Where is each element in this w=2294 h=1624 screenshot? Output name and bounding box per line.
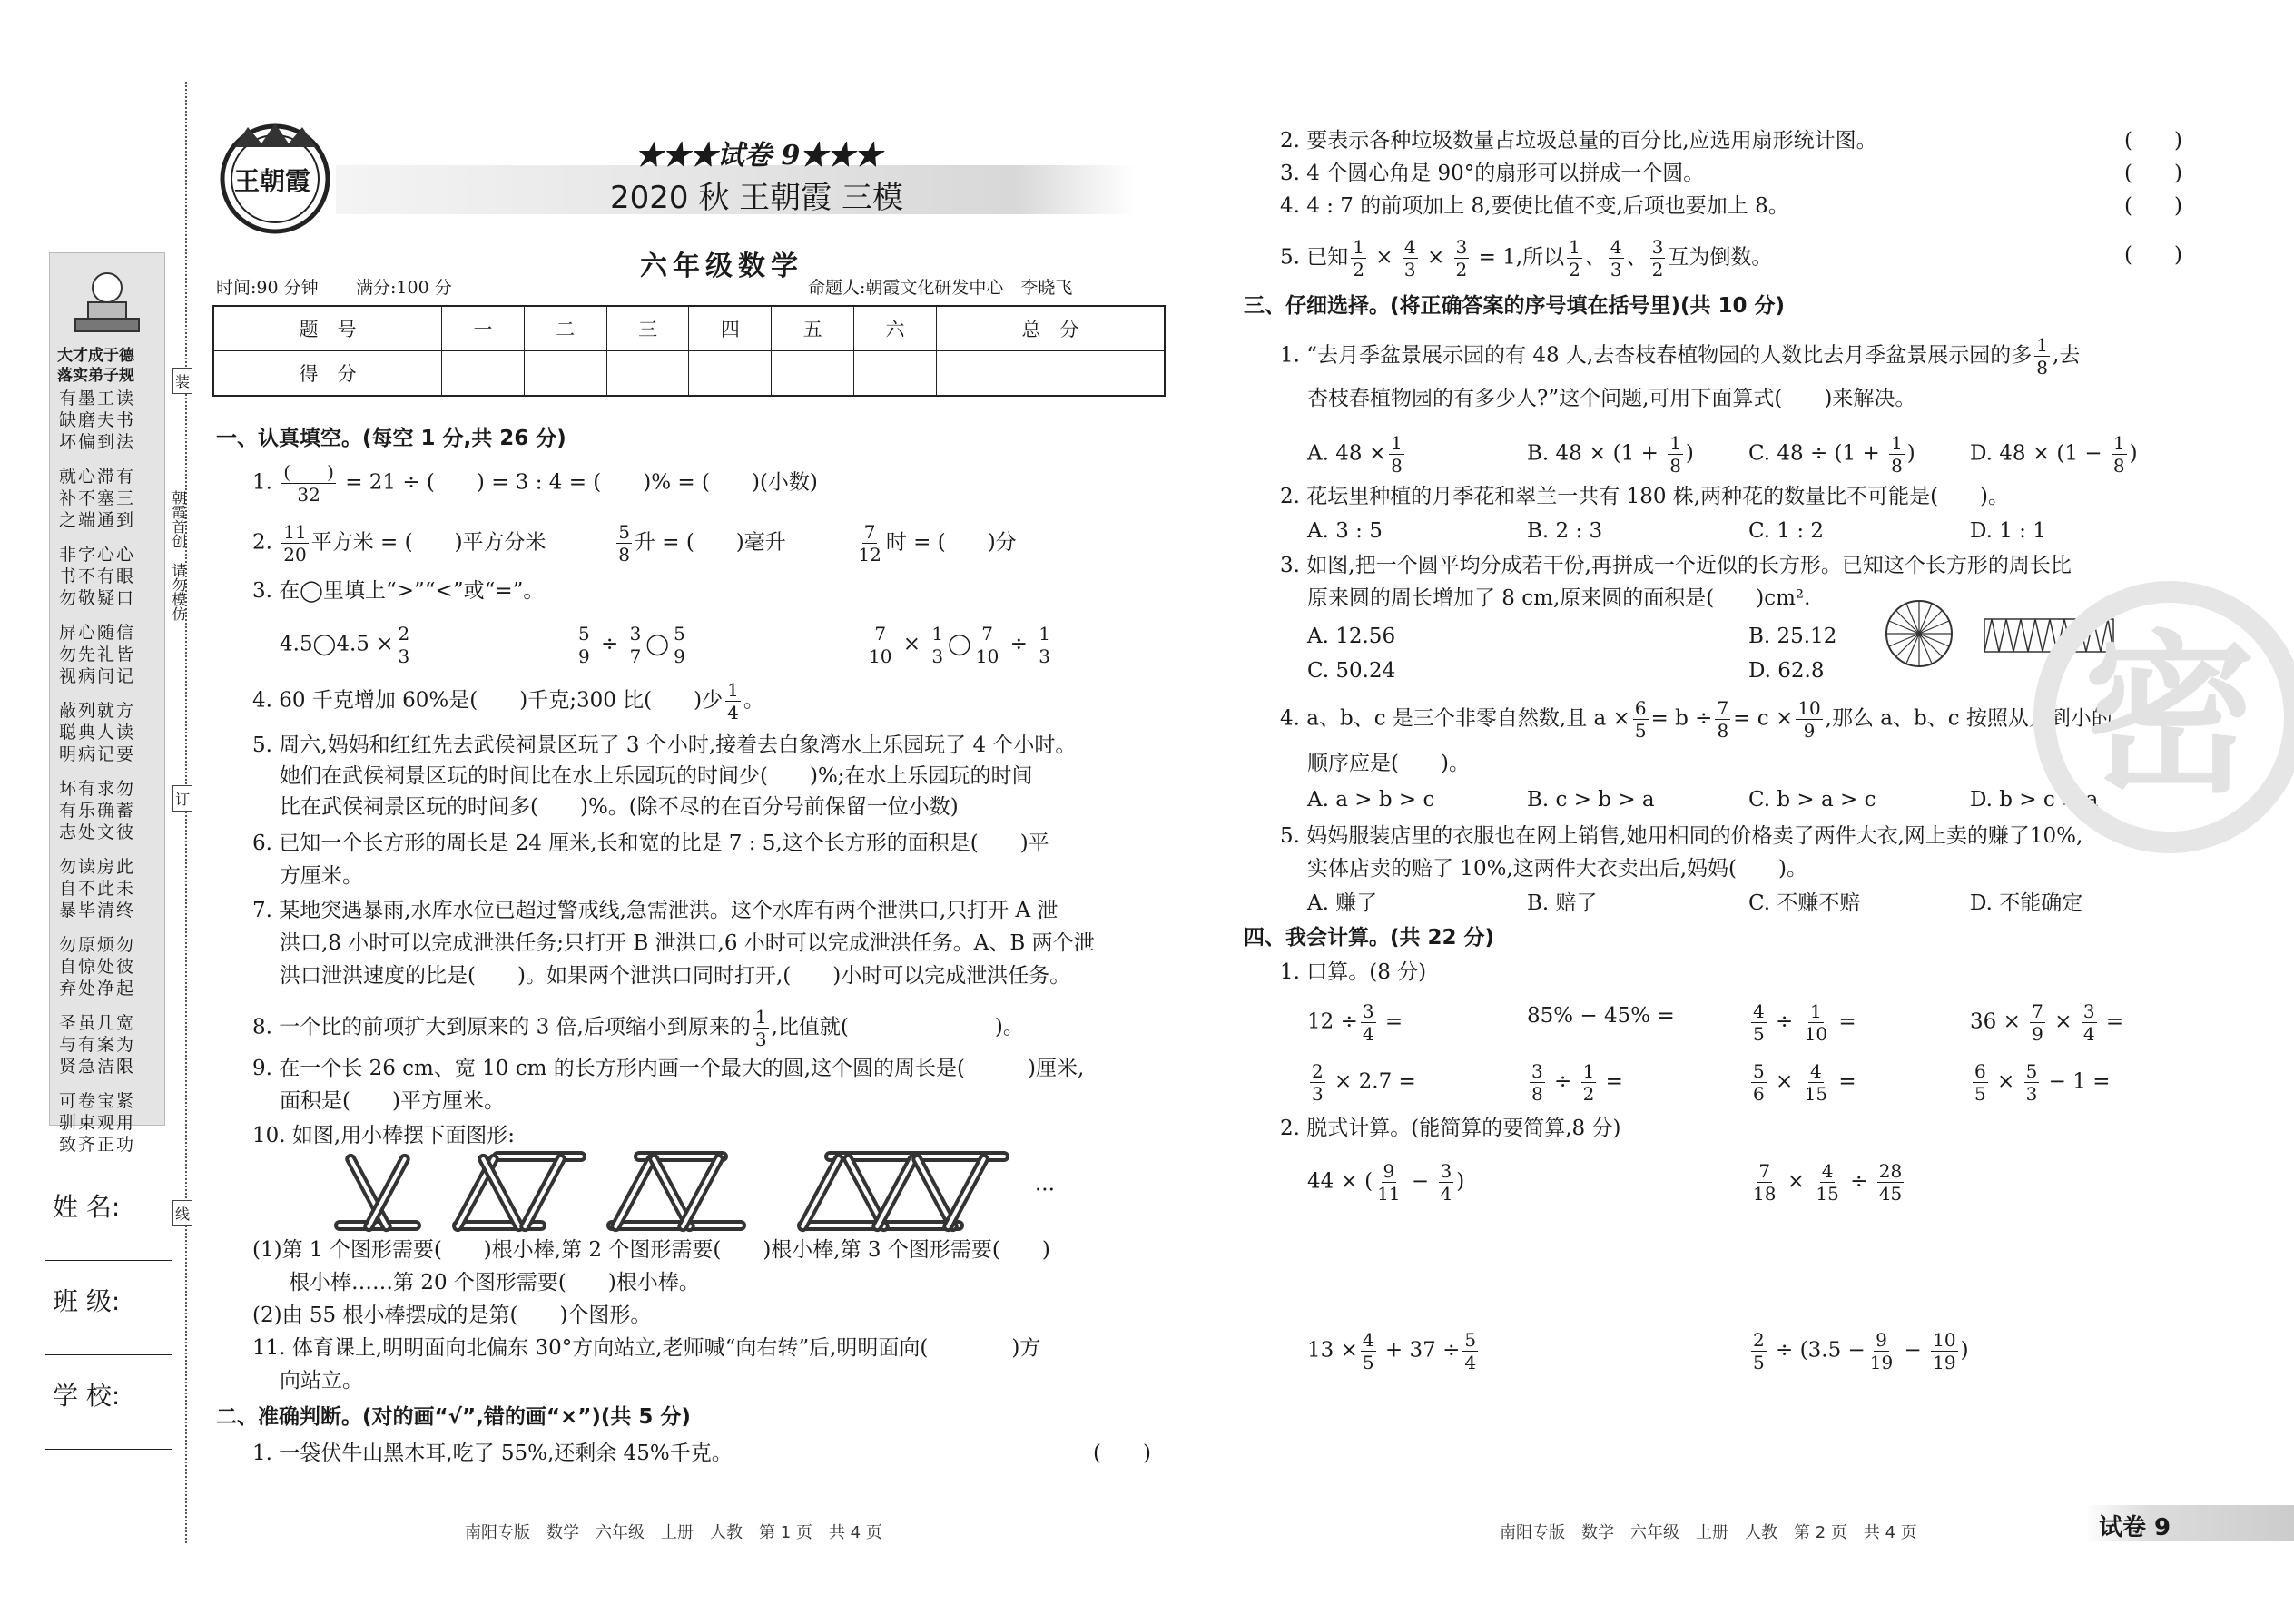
question-11-line1: 11. 体育课上,明明面向北偏东 30°方向站立,老师喊“向右转”后,明明面向( )方 [252, 1336, 1041, 1360]
score-header-cell: 题 号 [213, 306, 442, 351]
sidebar-verses [59, 388, 155, 1168]
choice-1-line1: 1. “去月季盆景展示园的有 48 人,去杏枝春植物园的人数比去月季盆景展示园的多 $\frac{1}{8}$ ,去 [1280, 334, 2081, 379]
scholar-illustration [68, 264, 146, 339]
sidebar-verse-line: 非字心心 [59, 545, 136, 565]
choice-5-option-a[interactable]: A. 赚了 [1307, 891, 1378, 915]
oral-calc-4: 36 × $\frac{7}{9}$ × $\frac{3}{4}$ = [1970, 1000, 2124, 1045]
name-line[interactable] [45, 1260, 172, 1261]
score-header-cell: 六 [854, 306, 937, 351]
score-cell[interactable] [689, 351, 772, 397]
judge-1: 1. 一袋伏牛山黑木耳,吃了 55%,还剩余 45%千克。 [252, 1442, 733, 1465]
binding-mark: 线 [172, 1200, 192, 1226]
choice-4-option-b[interactable]: B. c > b > a [1527, 788, 1655, 812]
question-2: 2. $\frac{11}{20}$ 平方米 = ( )平方分米 $\frac{5}{8}$ 升 = ( )毫升 $\frac{7}{12}$ 时 = ( )分 [252, 521, 1017, 566]
oral-calc-5: $\frac{2}{3}$ × 2.7 = [1312, 1060, 1416, 1105]
class-label: 班 级: [53, 1286, 121, 1316]
sidebar-verse-line: 可卷宝紧 [59, 1091, 136, 1111]
question-9-line2: 面积是( )平方厘米。 [280, 1089, 505, 1113]
section-2-heading: 二、准确判断。(对的画“√”,错的画“×”)(共 5 分) [216, 1405, 691, 1429]
question-7-line2: 洪口,8 小时可以完成泄洪任务;只打开 B 泄洪口,6 小时可以完成泄洪任务。A、B 两个泄 [280, 931, 1095, 955]
choice-2-option-d[interactable]: D. 1 : 1 [1970, 519, 2046, 543]
choice-3-option-a[interactable]: A. 12.56 [1307, 625, 1396, 648]
question-8: 8. 一个比的前项扩大到原来的 3 倍,后项缩小到原来的 $\frac{1}{3}$ ,比值就( )。 [252, 1006, 1024, 1050]
section-3-heading: 三、仔细选择。(将正确答案的序号填在括号里)(共 10 分) [1244, 294, 1786, 318]
sidebar-verse-line: 志处文彼 [59, 822, 136, 842]
sidebar-verse-line: 书不有眼 [59, 566, 136, 586]
author: 命题人:朝霞文化研发中心 李晓飞 [808, 278, 1073, 298]
divided-circle [1886, 601, 1952, 666]
question-1: 1. ( ) 32 = 21 ÷ ( ) = 3 : 4 = ( )% = ( )(小数) [252, 461, 818, 506]
slogan-1: 大才成于德 [57, 347, 134, 365]
score-cell[interactable] [524, 351, 606, 397]
sidebar-verse-line: 驯束观用 [59, 1113, 136, 1133]
choice-2-option-c[interactable]: C. 1 : 2 [1748, 519, 1825, 543]
choice-3-option-b[interactable]: B. 25.12 [1748, 625, 1837, 648]
sidebar-verse-line: 坏有求勿 [59, 779, 136, 799]
question-3b: $\frac{5}{9}$ ÷ $\frac{3}{7}$ ◯ $\frac{5}{9}$ [578, 623, 685, 667]
sidebar-verse-line: 之端通到 [59, 510, 136, 530]
choice-4-option-a[interactable]: A. a > b > c [1307, 788, 1435, 812]
brand-logo-text: 王朝霞 [234, 166, 311, 196]
stick-figure-3 [608, 1153, 744, 1231]
question-5-line2: 她们在武侯祠景区玩的时间比在水上乐园玩的时间少( )%;在水上乐园玩的时间 [280, 764, 1033, 788]
judge-5: 5. 已知 $\frac{1}{2}$ × $\frac{4}{3}$ × $\frac{3}{2}$ = 1,所以 $\frac{1}{2}$ 、 $\frac{4}{3}$ 、 $\frac{3}{2}$ 互为倒数。 [1280, 236, 1773, 281]
judge-1-blank[interactable]: ( ) [1093, 1442, 1151, 1465]
choice-5-option-b[interactable]: B. 赔了 [1527, 891, 1598, 915]
score-header-cell: 一 [442, 306, 525, 351]
subject-title: 六年级数学 [640, 251, 803, 282]
full-score: 满分:100 分 [356, 278, 452, 298]
exam-time: 时间:90 分钟 [216, 278, 319, 298]
sidebar-verse-line: 致齐正功 [59, 1135, 136, 1155]
score-header-cell: 二 [524, 306, 606, 351]
question-3a: 4.5◯4.5 × $\frac{2}{3}$ [280, 623, 410, 667]
choice-4-line2: 顺序应是( )。 [1307, 752, 1470, 775]
step-calc-1: 44 × ( $\frac{9}{11}$ − $\frac{3}{4}$ ) [1307, 1160, 1465, 1205]
sidebar-verse-line: 暴毕清终 [59, 901, 136, 920]
choice-1-option-a[interactable]: A. 48 × $\frac{1}{8}$ [1307, 432, 1403, 477]
judge-3-blank[interactable]: ( ) [2124, 162, 2182, 185]
score-header-cell: 五 [772, 306, 854, 351]
score-cell[interactable] [854, 351, 937, 397]
choice-4-option-d[interactable]: D. b > c > a [1970, 788, 2099, 812]
stick-figure-1 [336, 1155, 419, 1232]
name-label: 姓 名: [53, 1192, 121, 1222]
step-calc-2: $\frac{7}{18}$ × $\frac{4}{15}$ ÷ $\frac{28}{45}$ [1753, 1160, 1903, 1205]
vertical-notice: 朝霞首创 请勿模仿 [170, 490, 187, 621]
question-9-line1: 9. 在一个长 26 cm、宽 10 cm 的长方形内画一个最大的圆,这个圆的周长是( )厘米, [252, 1057, 1085, 1080]
sidebar-verse-line: 贤急洁限 [59, 1057, 136, 1077]
judge-2: 2. 要表示各种垃圾数量占垃圾总量的百分比,应选用扇形统计图。 [1280, 129, 1877, 153]
question-10: 10. 如图,用小棒摆下面图形: [252, 1124, 515, 1147]
calc-2-heading: 2. 脱式计算。(能简算的要简算,8 分) [1280, 1117, 1621, 1140]
oral-calc-2: 85% − 45% = [1527, 1004, 1675, 1028]
stick-figure-4 [798, 1153, 1008, 1231]
choice-5-line2: 实体店卖的赔了 10%,这两件大衣卖出后,妈妈( )。 [1307, 857, 1808, 881]
corner-tag: 试卷 9 [2099, 1514, 2171, 1541]
binding-line [185, 82, 187, 1543]
score-header-cell: 三 [606, 306, 689, 351]
question-11-line2: 向站立。 [280, 1369, 363, 1393]
choice-4-option-c[interactable]: C. b > a > c [1748, 788, 1876, 812]
sidebar-verse-line: 聪典人读 [59, 723, 136, 743]
choice-2-option-b[interactable]: B. 2 : 3 [1527, 519, 1603, 543]
score-table [212, 305, 1166, 397]
ellipsis: ··· [1035, 1178, 1055, 1202]
score-cell[interactable] [606, 351, 689, 397]
question-6-line2: 方厘米。 [280, 864, 363, 888]
section-1-heading: 一、认真填空。(每空 1 分,共 26 分) [216, 427, 566, 450]
sidebar-verse-line: 有乐确蓄 [59, 801, 136, 821]
sidebar-verse-line: 勿敬疑口 [59, 588, 136, 608]
school-line[interactable] [45, 1449, 172, 1450]
score-header-cell: 总 分 [936, 306, 1165, 351]
sidebar-verse-line: 屏心随信 [59, 623, 136, 643]
choice-3-line1: 3. 如图,把一个圆平均分成若干份,再拼成一个近似的长方形。已知这个长方形的周长比 [1280, 554, 2072, 577]
oral-calc-7: $\frac{5}{6}$ × $\frac{4}{15}$ = [1753, 1060, 1856, 1105]
sidebar-verse-line: 缺磨夫书 [59, 410, 136, 430]
sidebar-verse-line: 坏偏到法 [59, 432, 136, 452]
choice-1-line2: 杏枝春植物园的有多少人?”这个问题,可用下面算式( )来解决。 [1307, 387, 1916, 410]
choice-1-option-c[interactable]: C. 48 ÷ (1 + $\frac{1}{8}$ ) [1748, 432, 1915, 477]
score-cell[interactable] [772, 351, 854, 397]
score-header-cell: 四 [689, 306, 772, 351]
sidebar-verse-line: 自不此未 [59, 879, 136, 899]
question-5-line3: 比在武侯祠景区玩的时间多( )%。(除不尽的在百分号前保留一位小数) [280, 795, 959, 819]
sidebar-verse-line: 弃处净起 [59, 979, 136, 999]
oral-calc-1: 12 ÷ $\frac{3}{4}$ = [1307, 1000, 1403, 1045]
stick-figures [327, 1151, 1017, 1233]
class-line[interactable] [45, 1354, 172, 1355]
school-label: 学 校: [53, 1381, 121, 1411]
score-row-label: 得 分 [213, 351, 442, 397]
calc-1-heading: 1. 口算。(8 分) [1280, 960, 1427, 984]
judge-3: 3. 4 个圆心角是 90°的扇形可以拼成一个圆。 [1280, 162, 1705, 185]
score-cell[interactable] [442, 351, 525, 397]
sidebar-verse-line: 勿先礼皆 [59, 645, 136, 664]
sidebar-slogan-panel [49, 252, 165, 1155]
stick-figure-2 [453, 1153, 585, 1231]
oral-calc-6: $\frac{3}{8}$ ÷ $\frac{1}{2}$ = [1531, 1060, 1623, 1105]
slogan-2: 落实弟子规 [57, 367, 134, 385]
question-7-line3: 洪口泄洪速度的比是( )。如果两个泄洪口同时打开,( )小时可以完成泄洪任务。 [280, 964, 1071, 988]
sidebar-verse-line: 视病问记 [59, 666, 136, 686]
choice-5-option-d[interactable]: D. 不能确定 [1970, 891, 2083, 915]
footer-left: 南阳专版 数学 六年级 上册 人教 第 1 页 共 4 页 [465, 1523, 882, 1542]
sidebar-verse-line: 就心滞有 [59, 467, 136, 487]
question-10-part1-line2: 根小棒……第 20 个图形需要( )根小棒。 [289, 1271, 700, 1294]
judge-4-blank[interactable]: ( ) [2124, 194, 2182, 218]
exam-series: 2020 秋 王朝霞 三模 [610, 180, 903, 216]
binding-mark: 装 [172, 368, 192, 394]
footer-right: 南阳专版 数学 六年级 上册 人教 第 2 页 共 4 页 [1500, 1523, 1917, 1542]
sidebar-verse-line: 有墨工读 [59, 389, 136, 408]
question-3: 3. 在◯里填上“>”“<”或“=”。 [252, 579, 545, 603]
secret-stamp: 密 [2033, 581, 2294, 853]
sidebar-verse-line: 勿读房此 [59, 857, 136, 877]
choice-2: 2. 花坛里种植的月季花和翠兰一共有 180 株,两种花的数量比不可能是( )。 [1280, 485, 2010, 508]
oral-calc-3: $\frac{4}{5}$ ÷ $\frac{1}{10}$ = [1753, 1000, 1856, 1045]
choice-4-line1: 4. a、b、c 是三个非零自然数,且 a × $\frac{6}{5}$ = b ÷ $\frac{7}{8}$ = c × $\frac{10}{9}$ ,那么 a、b、c 按照从大到小的 [1280, 697, 2112, 742]
step-calc-3: 13 × $\frac{4}{5}$ + 37 ÷ $\frac{5}{4}$ [1307, 1329, 1477, 1373]
question-7-line1: 7. 某地突遇暴雨,水库水位已超过警戒线,急需泄洪。这个水库有两个泄洪口,只打开 A 泄 [252, 899, 1058, 922]
question-3c: $\frac{7}{10}$ × $\frac{1}{3}$ ◯ $\frac{7}{10}$ ÷ $\frac{1}{3}$ [869, 623, 1050, 667]
sidebar-verse-line: 蔽列就方 [59, 701, 136, 721]
judge-2-blank[interactable]: ( ) [2124, 129, 2182, 153]
question-10-part2: (2)由 55 根小棒摆成的是第( )个图形。 [252, 1304, 652, 1327]
judge-4: 4. 4 : 7 的前项加上 8,要使比值不变,后项也要加上 8。 [1280, 194, 1789, 218]
sidebar-verse-line: 补不塞三 [59, 488, 136, 508]
choice-1-option-b[interactable]: B. 48 × (1 + $\frac{1}{8}$ ) [1527, 432, 1694, 477]
choice-3-option-c[interactable]: C. 50.24 [1307, 659, 1396, 683]
choice-3-option-d[interactable]: D. 62.8 [1748, 659, 1825, 683]
sidebar-verse-line: 圣虽几宽 [59, 1013, 136, 1033]
question-10-part1-line1: (1)第 1 个图形需要( )根小棒,第 2 个图形需要( )根小棒,第 3 个图形需要( ) [252, 1238, 1050, 1262]
question-6-line1: 6. 已知一个长方形的周长是 24 厘米,长和宽的比是 7 : 5,这个长方形的面积是( )平 [252, 832, 1049, 855]
question-5-line1: 5. 周六,妈妈和红红先去武侯祠景区玩了 3 个小时,接着去白象湾水上乐园玩了 4 个小时。 [252, 733, 1077, 757]
judge-5-blank[interactable]: ( ) [2124, 243, 2182, 267]
choice-2-option-a[interactable]: A. 3 : 5 [1307, 519, 1383, 543]
score-cell[interactable] [936, 351, 1165, 397]
paper-number: ★★★试卷 9★★★ [635, 140, 882, 172]
sidebar-verse-line: 勿原烦勿 [59, 935, 136, 955]
sidebar-verse-line: 与有案为 [59, 1035, 136, 1055]
step-calc-4: $\frac{2}{5}$ ÷ (3.5 − $\frac{9}{19}$ − $\frac{10}{19}$ ) [1753, 1329, 1969, 1373]
choice-3-line2: 原来圆的周长增加了 8 cm,原来圆的面积是( )cm². [1307, 586, 1811, 610]
binding-mark: 订 [172, 785, 192, 812]
section-4-heading: 四、我会计算。(共 22 分) [1244, 926, 1495, 950]
question-4: 4. 60 千克增加 60%是( )千克;300 比( )少 $\frac{1}{4}$ 。 [252, 679, 764, 723]
sidebar-verse-line: 明病记要 [59, 744, 136, 764]
choice-5-option-c[interactable]: C. 不赚不赔 [1748, 891, 1861, 915]
choice-5-line1: 5. 妈妈服装店里的衣服也在网上销售,她用相同的价格卖了两件大衣,网上卖的赚了10%, [1280, 824, 2083, 848]
sidebar-verse-line: 自惊处彼 [59, 957, 136, 977]
oral-calc-8: $\frac{6}{5}$ × $\frac{5}{3}$ − 1 = [1974, 1060, 2111, 1105]
choice-1-option-d[interactable]: D. 48 × (1 − $\frac{1}{8}$ ) [1970, 432, 2138, 477]
